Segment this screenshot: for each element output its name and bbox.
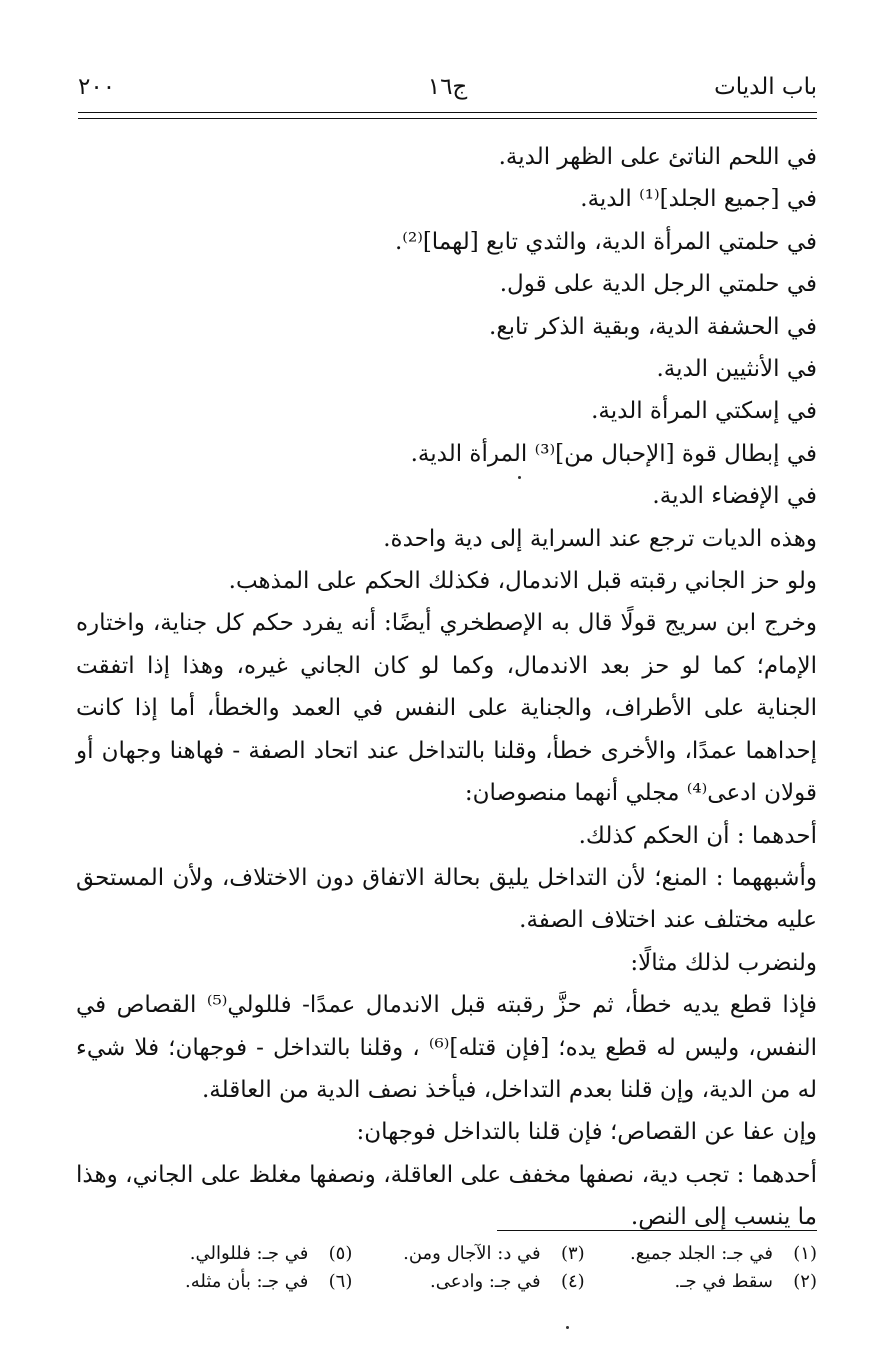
header-double-rule (78, 112, 817, 119)
paragraph: وإن عفا عن القصاص؛ فإن قلنا بالتداخل فوجهان: (356, 1119, 817, 1146)
footnote-number: (٣) (560, 1243, 585, 1264)
paragraph: ولو حز الجاني رقبته قبل الاندمال، فكذلك الحكم على المذهب. (228, 568, 817, 595)
paragraph: في حلمتي المرأة الدية، والثدي تابع [لهما]⁽²⁾. (394, 228, 817, 255)
footnote (130, 1240, 352, 1268)
main-text (76, 136, 817, 1239)
paragraph: وأشبههما : المنع؛ لأن التداخل يليق بحالة الاتفاق دون الاختلاف، ولأن المستحق عليه مختلف عند اختلاف الصفة. (76, 864, 817, 934)
volume-number: ج١٦ (427, 74, 468, 100)
footnote-text: في جـ: وادعى. (429, 1271, 541, 1292)
paragraph: أحدهما : تجب دية، نصفها مخفف على العاقلة، ونصفها مغلظ على الجاني، وهذا ما ينسب إلى النص. (76, 1161, 817, 1231)
footnote (595, 1240, 817, 1268)
ink-speck (566, 1326, 569, 1329)
footnote-number: (٢) (793, 1271, 817, 1292)
paragraph: وهذه الديات ترجع عند السراية إلى دية واحدة. (383, 525, 817, 552)
footnote-text: سقط في جـ. (674, 1271, 773, 1292)
paragraph: في [جميع الجلد]⁽¹⁾ الدية. (580, 186, 817, 213)
page-number: ٢٠٠ (78, 74, 116, 100)
footnote (595, 1268, 817, 1296)
paragraph: في إبطال قوة [الإحبال من]⁽³⁾ المرأة الدية. (410, 440, 817, 467)
paragraph: في إسكتي المرأة الدية. (591, 398, 817, 425)
footnote-number: (٤) (560, 1271, 585, 1292)
footnote (362, 1268, 584, 1296)
footnote (130, 1268, 352, 1296)
paragraph: وخرج ابن سريج قولًا قال به الإصطخري أيضًا: أنه يفرد حكم كل جناية، واختاره الإمام؛ كما لو حز بعد الاندمال، وكما لو كان الجاني غيره، وهذا إذا اتفقت الجناية على الأطراف، والجناية على النفس في العمد والخطأ، أما إذا كانت إحداهما عمدًا، والأخرى خطأ، وقلنا بالتداخل عند اتحاد الصفة - فهاهنا وجهان أو قولان ادعى⁽⁴⁾ مجلي أنهما منصوصان: (76, 610, 817, 807)
paragraph: في الأنثيين الدية. (656, 356, 817, 383)
chapter-title: باب الديات (714, 74, 817, 100)
footnote-number: (١) (793, 1243, 817, 1264)
paragraph: في حلمتي الرجل الدية على قول. (499, 271, 817, 298)
paragraph: في اللحم الناتئ على الظهر الدية. (498, 144, 817, 170)
paragraph: فإذا قطع يديه خطأ، ثم حزَّ رقبته قبل الاندمال عمدًا- فللولي⁽⁵⁾ القصاص في النفس، وليس له قطع يده؛ [فإن قتله]⁽⁶⁾ ، وقلنا بالتداخل - فوجهان؛ فلا شيء له من الدية، وإن قلنا بعدم التداخل، فيأخذ نصف الدية من العاقلة. (76, 992, 818, 1103)
footnote-separator (497, 1230, 817, 1231)
footnotes (130, 1240, 817, 1296)
paragraph: في الإفضاء الدية. (652, 483, 817, 510)
running-header (78, 74, 817, 108)
footnote-text: في جـ: الجلد جميع. (629, 1243, 773, 1264)
footnote-text: في د: الآجال ومن. (403, 1243, 541, 1264)
ink-speck (518, 476, 521, 479)
footnote-text: في جـ: بأن مثله. (184, 1271, 309, 1292)
footnote (362, 1240, 584, 1268)
footnote-number: (٥) (328, 1243, 353, 1264)
footnote-number: (٦) (328, 1271, 353, 1292)
paragraph: ولنضرب لذلك مثالًا: (630, 949, 817, 976)
paragraph: في الحشفة الدية، وبقية الذكر تابع. (489, 313, 817, 340)
paragraph: أحدهما : أن الحكم كذلك. (578, 822, 817, 849)
footnote-text: في جـ: فللوالي. (189, 1243, 309, 1264)
